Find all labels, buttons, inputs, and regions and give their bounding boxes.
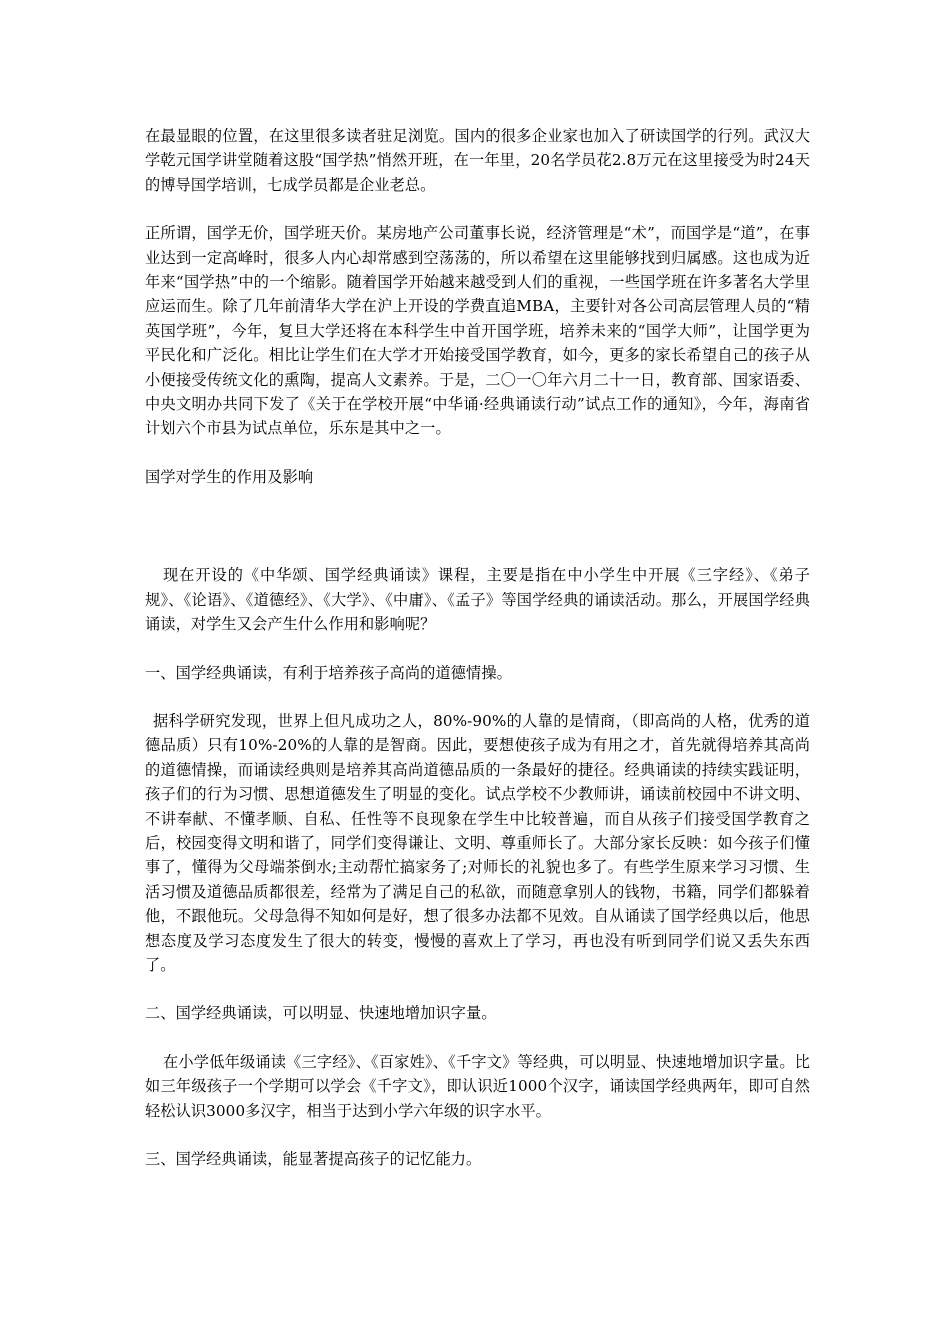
paragraph-course-intro: 现在开设的《中华颂、国学经典诵读》课程，主要是指在中小学生中开展《三字经》、《弟子规》、《论语》、《道德经》、《大学》、《中庸》、《孟子》等国学经典的诵读活动。那么，开展国学经典诵读，对学生又会产生什么作用和影响呢？ — [145, 566, 810, 634]
point-heading-2: 二、国学经典诵读，可以明显、快速地增加识字量。 — [145, 1004, 497, 1023]
paragraph-reading-trend: 在最显眼的位置，在这里很多读者驻足浏览。国内的很多企业家也加入了研读国学的行列。武汉大学乾元国学讲堂随着这股“国学热”悄然开班，在一年里，20名学员花2.8万元在这里接受为时24天的博导国学培训，七成学员都是企业老总。 — [145, 127, 810, 194]
paragraph-guoxue-class: 正所谓，国学无价，国学班天价。某房地产公司董事长说，经济管理是“术”，而国学是“道”，在事业达到一定高峰时，很多人内心却常感到空荡荡的，所以希望在这里能够找到归属感。这也成为近年来“国学热”中的一个缩影。随着国学开始越来越受到人们的重视，一些国学班在许多著名大学里应运而生。除了几年前清华大学在沪上开设的学费直追MBA，主要针对各公司高层管理人员的“精英国学班”，今年，复旦大学还将在本科学生中首开国学班，培养未来的“国学大师”，让国学更为平民化和广泛化。相比让学生们在大学才开始接受国学教育，如今，更多的家长希望自己的孩子从小便接受传统文化的熏陶，提高人文素养。于是，二〇一〇年六月二十一日，教育部、国家语委、中央文明办共同下发了《关于在学校开展“中华诵·经典诵读行动”试点工作的通知》，今年，海南省计划六个市县为试点单位，乐东是其中之一。 — [145, 224, 810, 438]
point-heading-1: 一、国学经典诵读，有利于培养孩子高尚的道德情操。 — [145, 663, 512, 682]
paragraph-moral-character: 据科学研究发现，世界上但凡成功之人，80%-90%的人靠的是情商，（即高尚的人格，优秀的道德品质）只有10%-20%的人靠的是智商。因此，要想使孩子成为有用之才，首先就得培养其高尚的道德情操，而诵读经典则是培养其高尚道德品质的一条最好的捷径。经典诵读的持续实践证明，孩子们的行为习惯、思想道德发生了明显的变化。试点学校不少教师讲，诵读前校园中不讲文明、不讲奉献、不懂孝顺、自私、任性等不良现象在学生中比较普遍，而自从孩子们接受国学教育之后，校园变得文明和谐了，同学们变得谦让、文明、尊重师长了。大部分家长反映：如今孩子们懂事了，懂得为父母端茶倒水;主动帮忙搞家务了;对师长的礼貌也多了。有些学生原来学习习惯、生活习惯及道德品质都很差，经常为了满足自己的私欲，而随意拿别人的钱物，书籍，同学们都躲着他，不跟他玩。父母急得不知如何是好，想了很多办法都不见效。自从诵读了国学经典以后，他思想态度及学习态度发生了很大的转变，慢慢的喜欢上了学习，再也没有听到同学们说又丢失东西了。 — [145, 711, 810, 974]
point-heading-3: 三、国学经典诵读，能显著提高孩子的记忆能力。 — [145, 1150, 482, 1168]
paragraph-literacy: 在小学低年级诵读《三字经》、《百家姓》、《千字文》等经典，可以明显、快速地增加识字量。比如三年级孩子一个学期可以学会《千字文》，即认识近1000个汉字，诵读国学经典两年，即可自然轻松认识3000多汉字，相当于达到小学六年级的识字水平。 — [145, 1052, 810, 1120]
document-body — [145, 124, 810, 1171]
section-heading-effects: 国学对学生的作用及影响 — [145, 467, 314, 486]
